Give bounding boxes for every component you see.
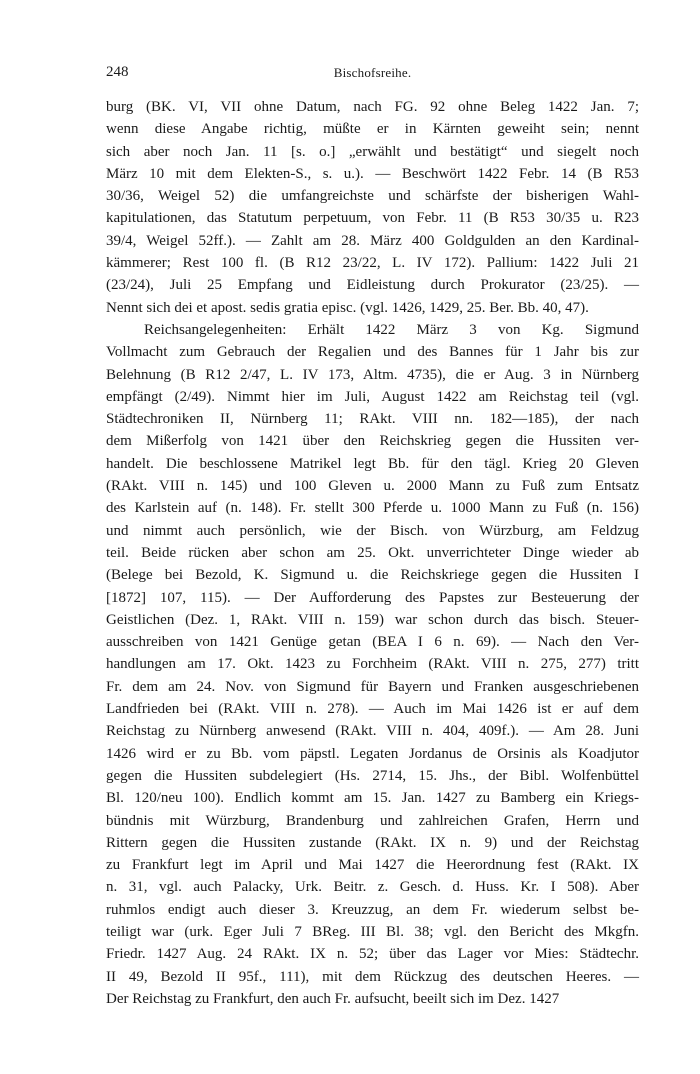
- text-line: empfängt (2/49). Nimmt hier im Juli, August 1422 am Reichstag teil (vgl.: [106, 388, 639, 405]
- text-line: März 10 mit dem Elekten-S., s. u.). — Beschwört 1422 Febr. 14 (B R53: [106, 165, 639, 182]
- paragraph: [106, 96, 639, 319]
- text-line: [1872] 107, 115). — Der Aufforderung des Papstes zur Besteuerung der: [106, 589, 639, 606]
- page-header: [106, 64, 639, 86]
- text-line: sich aber noch Jan. 11 [s. o.] „erwählt und bestätigt“ und siegelt noch: [106, 143, 639, 160]
- text-line: Reichstag zu Nürnberg anwesend (RAkt. VIII n. 404, 409f.). — Am 28. Juni: [106, 723, 639, 740]
- text-line: wenn diese Angabe richtig, müßte er in Kärnten geweiht sein; nennt: [106, 121, 639, 138]
- running-title: Bischofsreihe.: [333, 65, 412, 80]
- paragraph: [106, 319, 639, 1010]
- body-text: [106, 96, 639, 1010]
- text-line: ausschreiben von 1421 Genüge getan (BEA I 6 n. 69). — Nach den Ver-: [106, 634, 639, 651]
- text-line: zu Frankfurt legt im April und Mai 1427 die Heerordnung fest (RAkt. IX: [106, 857, 639, 874]
- text-line: Rittern gegen die Hussiten zustande (RAkt. IX n. 9) und der Reichstag: [106, 834, 639, 851]
- text-line: handlungen am 17. Okt. 1423 zu Forchheim (RAkt. VIII n. 275, 277) tritt: [106, 656, 639, 673]
- text-line: kapitulationen, das Statutum perpetuum, von Febr. 11 (B R53 30/35 u. R23: [106, 210, 639, 227]
- text-line: Städtechroniken II, Nürnberg 11; RAkt. VIII nn. 182—185), der nach: [106, 411, 639, 428]
- text-line: und nimmt auch persönlich, wie der Bisch. von Würzburg, am Feldzug: [106, 522, 639, 539]
- text-line: teiligt war (urk. Eger Juli 7 BReg. III Bl. 38; vgl. den Bericht des Mkgfn.: [106, 923, 639, 940]
- page-number: 248: [106, 64, 129, 80]
- text-line: 30/36, Weigel 52) die umfangreichste und schärfste der bisherigen Wahl-: [106, 188, 639, 205]
- text-line: Landfrieden bei (RAkt. VIII n. 278). — Auch im Mai 1426 ist er auf dem: [106, 701, 639, 718]
- text-line: handelt. Die beschlossene Matrikel legt Bb. für den tägl. Krieg 20 Gleven: [106, 455, 639, 472]
- text-line: burg (BK. VI, VII ohne Datum, nach FG. 92 ohne Beleg 1422 Jan. 7;: [106, 99, 639, 115]
- text-line: 1426 wird er zu Bb. vom päpstl. Legaten Jordanus de Orsinis als Koadjutor: [106, 745, 639, 762]
- text-line: Friedr. 1427 Aug. 24 RAkt. IX n. 52; über das Lager vor Mies: Städtechr.: [106, 946, 639, 963]
- text-line: ruhmlos endigt auch dieser 3. Kreuzzug, an dem Fr. wiederum selbst be-: [106, 901, 639, 918]
- text-line: II 49, Bezold II 95f., 111), mit dem Rückzug des deutschen Heeres. —: [106, 968, 639, 985]
- text-line: Fr. dem am 24. Nov. von Sigmund für Bayern und Franken ausgeschriebenen: [106, 678, 639, 695]
- text-line: Belehnung (B R12 2/47, L. IV 173, Altm. 4735), die er Aug. 3 in Nürnberg: [106, 366, 639, 383]
- text-line: Reichsangelegenheiten: Erhält 1422 März 3 von Kg. Sigmund: [144, 321, 639, 338]
- text-line: dem Mißerfolg von 1421 über den Reichskrieg gegen die Hussiten ver-: [106, 433, 639, 450]
- text-line: 39/4, Weigel 52ff.). — Zahlt am 28. März 400 Goldgulden an den Kardinal-: [106, 232, 639, 249]
- text-line: Vollmacht zum Gebrauch der Regalien und des Bannes für 1 Jahr bis zur: [106, 344, 639, 361]
- text-line: n. 31, vgl. auch Palacky, Urk. Beitr. z. Gesch. d. Huss. Kr. I 508). Aber: [106, 879, 639, 896]
- text-line: Nennt sich dei et apost. sedis gratia episc. (vgl. 1426, 1429, 25. Ber. Bb. 40, 47).: [106, 299, 589, 316]
- text-line: bündnis mit Würzburg, Brandenburg und zahlreichen Grafen, Herrn und: [106, 812, 639, 829]
- text-line: (Belege bei Bezold, K. Sigmund u. die Reichskriege gegen die Hussiten I: [106, 567, 639, 584]
- text-line: des Karlstein auf (n. 148). Fr. stellt 300 Pferde u. 1000 Mann zu Fuß (n. 156): [106, 500, 639, 517]
- text-line: Der Reichstag zu Frankfurt, den auch Fr. aufsucht, beeilt sich im Dez. 1427: [106, 990, 560, 1007]
- text-line: Bl. 120/neu 100). Endlich kommt am 15. Jan. 1427 zu Bamberg ein Kriegs-: [106, 790, 639, 807]
- text-line: (RAkt. VIII n. 145) und 100 Gleven u. 2000 Mann zu Fuß zum Entsatz: [106, 478, 639, 495]
- text-line: teil. Beide rücken aber schon am 25. Okt. unverrichteter Dinge wieder ab: [106, 544, 639, 561]
- text-line: gegen die Hussiten subdelegiert (Hs. 2714, 15. Jhs., der Bibl. Wolfenbüttel: [106, 767, 639, 784]
- text-line: kämmerer; Rest 100 fl. (B R12 23/22, L. IV 172). Pallium: 1422 Juli 21: [106, 255, 639, 272]
- text-line: Geistlichen (Dez. 1, RAkt. VIII n. 159) war schon durch das bisch. Steuer-: [106, 611, 639, 628]
- text-line: (23/24), Juli 25 Empfang und Eidleistung durch Prokurator (23/25). —: [106, 277, 639, 294]
